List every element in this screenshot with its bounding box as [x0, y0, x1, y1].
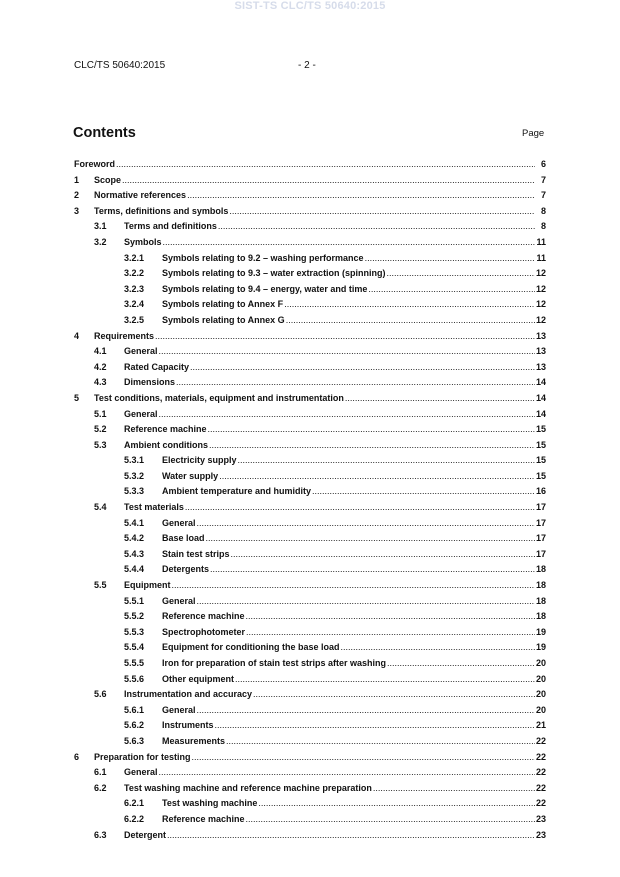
- toc-entry[interactable]: [74, 625, 546, 641]
- dot-leader: [159, 407, 535, 423]
- toc-entry-title: Terms and definitions: [124, 221, 217, 232]
- toc-entry-page: 18: [535, 611, 546, 622]
- dot-leader: [231, 547, 535, 563]
- toc-entry[interactable]: [74, 562, 546, 578]
- toc-entry-title: Symbols relating to Annex F: [162, 299, 284, 310]
- dot-leader: [159, 765, 535, 781]
- toc-entry-page: 18: [535, 564, 546, 575]
- toc-entry-number: 3.2.2: [124, 268, 145, 279]
- toc-entry[interactable]: [74, 173, 546, 189]
- toc-entry-page: 14: [535, 377, 546, 388]
- toc-entry[interactable]: [74, 282, 546, 298]
- toc-entry-title: General: [124, 408, 158, 419]
- toc-entry-number: 6.2.1: [124, 798, 145, 809]
- dot-leader: [218, 219, 535, 235]
- dot-leader: [286, 313, 535, 329]
- toc-entry-page: 12: [535, 299, 546, 310]
- toc-entry-number: 6.1: [94, 767, 107, 778]
- dot-leader: [163, 235, 535, 251]
- dot-leader: [235, 672, 535, 688]
- toc-entry[interactable]: [74, 656, 546, 672]
- dot-leader: [226, 734, 535, 750]
- toc-entry-title: Symbols: [124, 236, 162, 247]
- toc-entry-title: Other equipment: [162, 673, 235, 684]
- dot-leader: [387, 656, 535, 672]
- toc-entry-number: 5.3.2: [124, 470, 145, 481]
- toc-entry-page: 14: [535, 408, 546, 419]
- toc-entry-page: 6: [540, 159, 546, 169]
- toc-entry-number: 5.5: [94, 580, 107, 591]
- toc-entry[interactable]: [74, 703, 546, 719]
- toc-entry-title: Measurements: [162, 735, 226, 746]
- dot-leader: [246, 625, 535, 641]
- toc-entry-title: Foreword: [74, 159, 116, 169]
- toc-entry-number: 3: [74, 205, 80, 216]
- toc-entry-page: 15: [535, 455, 546, 466]
- dot-leader: [197, 703, 535, 719]
- toc-entry-page: 13: [535, 330, 546, 341]
- dot-leader: [167, 828, 535, 844]
- toc-entry-page: 21: [535, 720, 546, 731]
- toc-entry-title: Preparation for testing: [94, 751, 191, 762]
- dot-leader: [253, 687, 535, 703]
- dot-leader: [387, 266, 535, 282]
- toc-entry[interactable]: [74, 531, 546, 547]
- page-column-label: Page: [522, 128, 545, 139]
- toc-entry-title: Detergent: [124, 829, 167, 840]
- toc-entry-title: Rated Capacity: [124, 361, 190, 372]
- toc-entry[interactable]: [74, 734, 546, 750]
- toc-entry-title: Test washing machine and reference machine preparation: [124, 782, 372, 793]
- toc-entry[interactable]: [74, 453, 546, 469]
- toc-entry-number: 5.4.2: [124, 533, 145, 544]
- toc-entry-number: 5.5.3: [124, 626, 145, 637]
- toc-entry-number: 4: [74, 330, 80, 341]
- toc-entry-page: 22: [535, 767, 546, 778]
- toc-entry-title: Test conditions, materials, equipment and instrumentation: [94, 392, 344, 403]
- toc-entry-title: Normative references: [94, 190, 187, 201]
- toc-entry-number: 6: [74, 751, 80, 762]
- toc-entry[interactable]: [74, 594, 546, 610]
- toc-entry-title: General: [162, 595, 196, 606]
- toc-entry[interactable]: [74, 297, 546, 313]
- toc-entry-number: 5.4: [94, 502, 107, 513]
- toc-entry-page: 17: [535, 548, 546, 559]
- toc-entry-title: Requirements: [94, 330, 155, 341]
- toc-entry[interactable]: [74, 640, 546, 656]
- toc-entry-page: 14: [535, 392, 546, 403]
- contents-heading: Contents: [73, 125, 136, 141]
- toc-entry-number: 3.2.1: [124, 252, 145, 263]
- toc-entry-number: 4.3: [94, 377, 107, 388]
- toc-entry-number: 3.2: [94, 236, 107, 247]
- toc-entry[interactable]: [74, 360, 546, 376]
- toc-entry-page: 20: [535, 673, 546, 684]
- toc-entry-number: 2: [74, 190, 80, 201]
- dot-leader: [190, 360, 535, 376]
- toc-entry-page: 8: [540, 221, 546, 232]
- toc-entry-title: Ambient temperature and humidity: [162, 486, 312, 497]
- toc-entry-page: 17: [535, 502, 546, 513]
- dot-leader: [206, 531, 535, 547]
- toc-entry-number: 5.1: [94, 408, 107, 419]
- toc-entry-title: Test washing machine: [162, 798, 258, 809]
- toc-entry-number: 5.5.4: [124, 642, 145, 653]
- dot-leader: [176, 375, 535, 391]
- dot-leader: [172, 578, 535, 594]
- toc-entry[interactable]: [74, 422, 546, 438]
- toc-entry-title: Instruments: [162, 720, 214, 731]
- toc-entry-page: 11: [536, 252, 546, 263]
- toc-entry[interactable]: [74, 765, 546, 781]
- toc-entry-title: Ambient conditions: [124, 439, 208, 450]
- dot-leader: [185, 500, 535, 516]
- toc-entry[interactable]: [74, 375, 546, 391]
- toc-entry-title: Symbols relating to Annex G: [162, 314, 285, 325]
- toc-entry-number: 3.1: [94, 221, 107, 232]
- dot-leader: [208, 422, 535, 438]
- dot-leader: [341, 640, 535, 656]
- dot-leader: [155, 329, 535, 345]
- toc-entry-page: 23: [535, 829, 546, 840]
- toc-entry-title: Reference machine: [124, 424, 207, 435]
- toc-entry-number: 5.2: [94, 424, 107, 435]
- toc-entry[interactable]: [74, 407, 546, 423]
- toc-entry-title: General: [124, 346, 158, 357]
- toc-entry-page: 12: [535, 283, 546, 294]
- toc-entry-page: 8: [540, 205, 546, 216]
- toc-entry-number: 6.2.2: [124, 813, 145, 824]
- toc-entry[interactable]: [74, 235, 546, 251]
- watermark: SIST-TS CLC/TS 50640:2015: [234, 0, 386, 12]
- toc-entry[interactable]: [74, 438, 546, 454]
- dot-leader: [159, 344, 535, 360]
- dot-leader: [246, 609, 535, 625]
- toc-entry-number: 6.2: [94, 782, 107, 793]
- toc-entry-number: 5.6.2: [124, 720, 145, 731]
- toc-entry[interactable]: [74, 188, 546, 204]
- toc-entry-number: 4.1: [94, 346, 107, 357]
- toc-entry[interactable]: [74, 391, 546, 407]
- dot-leader: [246, 812, 535, 828]
- toc-entry-number: 5.5.5: [124, 658, 145, 668]
- toc-entry[interactable]: [74, 718, 546, 734]
- toc-entry[interactable]: [74, 266, 546, 282]
- toc-entry-page: 22: [535, 782, 546, 793]
- toc-entry-title: Reference machine: [162, 611, 245, 622]
- dot-leader: [284, 297, 535, 313]
- toc-entry-page: 12: [535, 314, 546, 325]
- toc-entry-number: 1: [74, 174, 80, 185]
- toc-entry-page: 12: [535, 268, 546, 279]
- toc-entry[interactable]: [74, 329, 546, 345]
- toc-entry-number: 5.3.1: [124, 455, 145, 466]
- toc-entry-page: 15: [535, 439, 546, 450]
- toc-entry-page: 15: [535, 470, 546, 481]
- toc-entry[interactable]: [74, 500, 546, 516]
- toc-entry-title: Dimensions: [124, 377, 176, 388]
- toc-entry[interactable]: [74, 547, 546, 563]
- toc-entry[interactable]: [74, 781, 546, 797]
- toc-entry-number: 5.3: [94, 439, 107, 450]
- dot-leader: [197, 594, 535, 610]
- toc-entry[interactable]: [74, 609, 546, 625]
- toc-entry-title: Symbols relating to 9.4 – energy, water and time: [162, 283, 368, 294]
- toc-entry-page: 13: [535, 361, 546, 372]
- dot-leader: [345, 391, 535, 407]
- toc-entry[interactable]: [74, 484, 546, 500]
- toc-entry-page: 18: [535, 580, 546, 591]
- toc-entry-number: 3.2.4: [124, 299, 145, 310]
- toc-entry-title: Base load: [162, 533, 205, 544]
- toc-entry-page: 17: [535, 533, 546, 544]
- dot-leader: [312, 484, 535, 500]
- toc-entry-title: Reference machine: [162, 813, 245, 824]
- toc-entry-page: 16: [535, 486, 546, 497]
- toc-entry-title: Symbols relating to 9.3 – water extraction (spinning): [162, 268, 386, 279]
- dot-leader: [219, 469, 535, 485]
- dot-leader: [122, 173, 535, 189]
- toc-entry-number: 5.5.1: [124, 595, 145, 606]
- toc-entry-title: Detergents: [162, 564, 210, 575]
- toc-entry-title: Terms, definitions and symbols: [94, 205, 229, 216]
- toc-entry-page: 17: [535, 517, 546, 528]
- toc-entry-title: General: [124, 767, 158, 778]
- toc-entry-number: 5.6.1: [124, 704, 145, 715]
- toc-entry[interactable]: [74, 204, 546, 220]
- table-of-contents: [74, 157, 546, 843]
- toc-entry-page: 13: [535, 346, 546, 357]
- toc-entry[interactable]: [74, 828, 546, 844]
- toc-entry-title: Equipment for conditioning the base load: [162, 642, 340, 653]
- toc-entry-title: Water supply: [162, 470, 219, 481]
- toc-entry-number: 4.2: [94, 361, 107, 372]
- toc-entry-number: 5: [74, 392, 80, 403]
- toc-entry-title: Spectrophotometer: [162, 626, 246, 637]
- toc-entry-title: Test materials: [124, 502, 184, 513]
- toc-entry-title: Iron for preparation of stain test strips after washing: [162, 658, 387, 668]
- toc-entry[interactable]: [74, 219, 546, 235]
- toc-entry-number: 5.5.6: [124, 673, 145, 684]
- dot-leader: [210, 562, 535, 578]
- dot-leader: [197, 516, 535, 532]
- toc-entry-title: Instrumentation and accuracy: [124, 689, 253, 700]
- toc-entry[interactable]: [74, 672, 546, 688]
- toc-entry-number: 5.4.1: [124, 517, 145, 528]
- toc-entry-title: Scope: [94, 174, 122, 185]
- toc-entry-page: 22: [535, 735, 546, 746]
- dot-leader: [238, 453, 535, 469]
- dot-leader: [192, 750, 535, 766]
- dot-leader: [116, 157, 535, 173]
- toc-entry[interactable]: [74, 812, 546, 828]
- toc-entry-page: 19: [535, 626, 546, 637]
- toc-entry-number: 5.6: [94, 689, 107, 700]
- toc-entry-number: 5.6.3: [124, 735, 145, 746]
- toc-entry-title: General: [162, 704, 196, 715]
- toc-entry-page: 22: [535, 798, 546, 809]
- toc-entry[interactable]: [74, 687, 546, 703]
- toc-entry[interactable]: [74, 313, 546, 329]
- dot-leader: [373, 781, 535, 797]
- toc-entry-title: Electricity supply: [162, 455, 237, 466]
- toc-entry[interactable]: [74, 750, 546, 766]
- toc-entry-page: 20: [535, 689, 546, 700]
- toc-entry-title: Stain test strips: [162, 548, 230, 559]
- document-id: CLC/TS 50640:2015: [74, 60, 166, 71]
- toc-entry[interactable]: [74, 578, 546, 594]
- toc-entry-page: 19: [535, 642, 546, 653]
- toc-entry[interactable]: [74, 796, 546, 812]
- toc-entry-number: 3.2.3: [124, 283, 145, 294]
- toc-entry-page: 18: [535, 595, 546, 606]
- toc-entry[interactable]: [74, 516, 546, 532]
- toc-entry-page: 7: [540, 174, 546, 185]
- toc-entry-number: 5.3.3: [124, 486, 145, 497]
- toc-entry-page: 20: [535, 704, 546, 715]
- toc-entry-page: 7: [540, 190, 546, 201]
- dot-leader: [229, 204, 535, 220]
- toc-entry-page: 11: [536, 236, 546, 247]
- toc-entry[interactable]: [74, 344, 546, 360]
- dot-leader: [209, 438, 535, 454]
- toc-entry-number: 5.4.3: [124, 548, 145, 559]
- toc-entry-title: Symbols relating to 9.2 – washing performance: [162, 252, 364, 263]
- page-number: - 2 -: [298, 60, 316, 71]
- toc-entry-page: 20: [535, 658, 546, 668]
- dot-leader: [187, 188, 535, 204]
- toc-entry-number: 5.5.2: [124, 611, 145, 622]
- toc-entry-page: 22: [535, 751, 546, 762]
- toc-entry[interactable]: [74, 157, 546, 173]
- toc-entry[interactable]: [74, 251, 546, 267]
- dot-leader: [258, 796, 535, 812]
- toc-entry-page: 23: [535, 813, 546, 824]
- toc-entry-title: Equipment: [124, 580, 171, 591]
- toc-entry-page: 15: [535, 424, 546, 435]
- toc-entry-title: General: [162, 517, 196, 528]
- dot-leader: [365, 251, 535, 267]
- dot-leader: [215, 718, 535, 734]
- toc-entry[interactable]: [74, 469, 546, 485]
- toc-entry-number: 5.4.4: [124, 564, 145, 575]
- dot-leader: [368, 282, 535, 298]
- toc-entry-number: 3.2.5: [124, 314, 145, 325]
- toc-entry-number: 6.3: [94, 829, 107, 840]
